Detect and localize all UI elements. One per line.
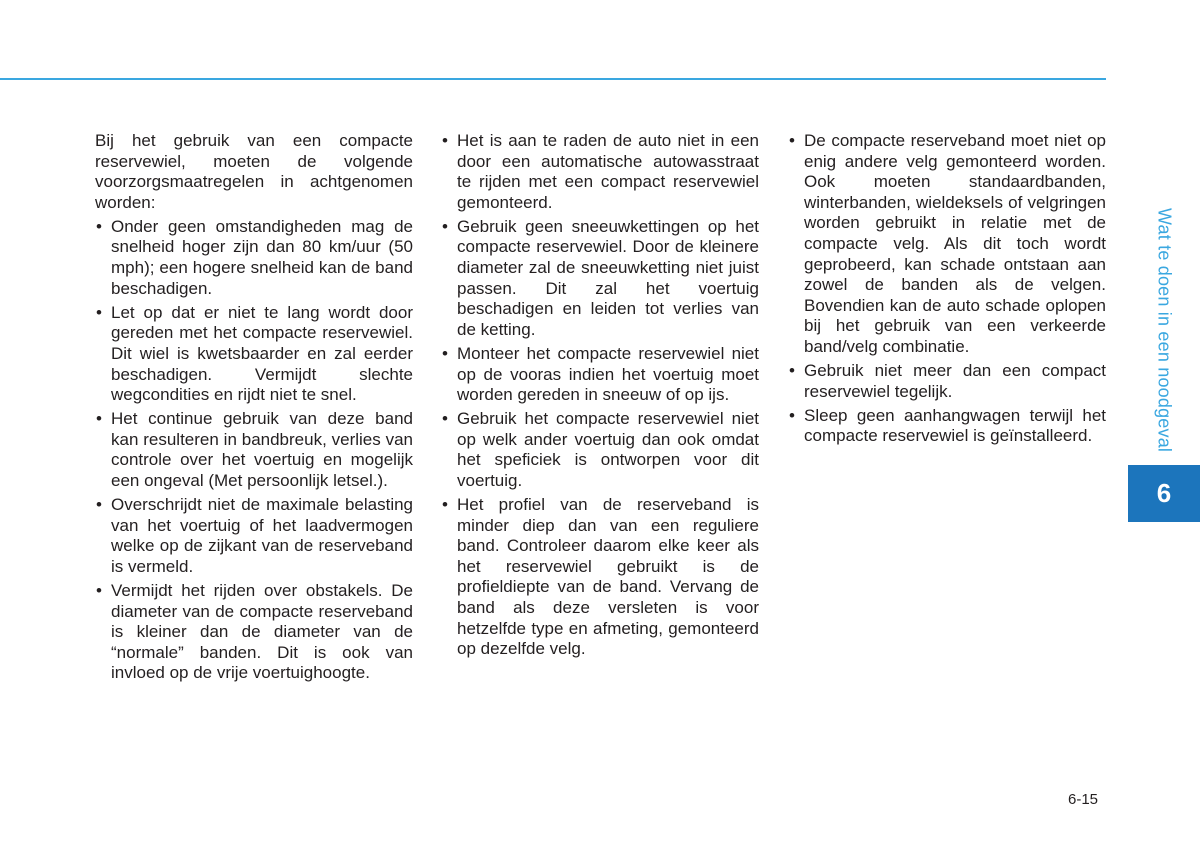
list-item: • Gebruik niet meer dan een compact reservewiel tegelijk. [788, 361, 1106, 402]
list-item: • Gebruik geen sneeuwkettingen op het compacte reservewiel. Door de kleinere diameter zal de sneeuwketting niet juist passen. Dit zal het voertuig beschadigen en leiden tot verlies van de ketting. [441, 217, 759, 341]
page-number: 6-15 [1068, 791, 1099, 808]
header-rule [0, 78, 1106, 80]
chapter-side-tab [1128, 195, 1200, 465]
list-item: • Vermijdt het rijden over obstakels. De diameter van de compacte reserveband is kleiner dan de diameter van de “normale” banden. Dit is ook van invloed op de vrije voertuighoogte. [95, 581, 413, 684]
list-item: • Onder geen omstandigheden mag de snelheid hoger zijn dan 80 km/uur (50 mph); een hogere snelheid kan de band beschadigen. [95, 217, 413, 299]
list-item: • Het is aan te raden de auto niet in een door een automatische autowasstraat te rijden met een compact reservewiel gemonteerd. [441, 131, 759, 213]
column-2 [441, 131, 759, 660]
bullet-list-3 [788, 131, 1106, 447]
bullet-list-2 [441, 131, 759, 660]
list-item: • Gebruik het compacte reservewiel niet op welk ander voertuig dan ook omdat het speficiek is ontworpen voor dit voertuig. [441, 409, 759, 491]
column-3 [788, 131, 1106, 447]
list-item: • De compacte reserveband moet niet op enig andere velg gemonteerd worden. Ook moeten standaardbanden, winterbanden, wieldeksels of velgringen worden gebruikt in relatie met de compacte velg. Als dit toch wordt geprobeerd, kan schade ontstaan aan zowel de banden als de velgen. Bovendien kan de auto schade oplopen bij het gebruik van een verkeerde band/velg combinatie. [788, 131, 1106, 358]
list-item: • Het profiel van de reserveband is minder diep dan van een reguliere band. Controleer daarom elke keer als het reservewiel gebruikt is de profieldiepte van de band. Vervang de band als deze versleten is voor hetzelfde type en afmeting, gemonteerd op dezelfde velg. [441, 495, 759, 660]
column-1 [95, 131, 413, 684]
list-item: • Sleep geen aanhangwagen terwijl het compacte reservewiel is geïnstalleerd. [788, 406, 1106, 447]
list-item: • Monteer het compacte reservewiel niet op de vooras indien het voertuig moet worden gereden in sneeuw of op ijs. [441, 344, 759, 406]
list-item: • Let op dat er niet te lang wordt door gereden met het compacte reservewiel. Dit wiel is kwetsbaarder en zal eerder beschadigen. Vermijdt slechte wegcondities en rijdt niet te snel. [95, 303, 413, 406]
chapter-title: Wat te doen in een noodgeval [1154, 207, 1175, 453]
chapter-number-box [1128, 465, 1200, 522]
list-item: • Overschrijdt niet de maximale belasting van het voertuig of het laadvermogen welke op de zijkant van de reserveband is vermeld. [95, 495, 413, 577]
chapter-number: 6 [1156, 478, 1172, 508]
bullet-list-1 [95, 217, 413, 684]
list-item: • Het continue gebruik van deze band kan resulteren in bandbreuk, verlies van controle over het voertuig en mogelijk een ongeval (Met persoonlijk letsel.). [95, 409, 413, 491]
intro-paragraph: Bij het gebruik van een compacte reservewiel, moeten de volgende voorzorgsmaatregelen in achtgenomen worden: [95, 131, 413, 212]
